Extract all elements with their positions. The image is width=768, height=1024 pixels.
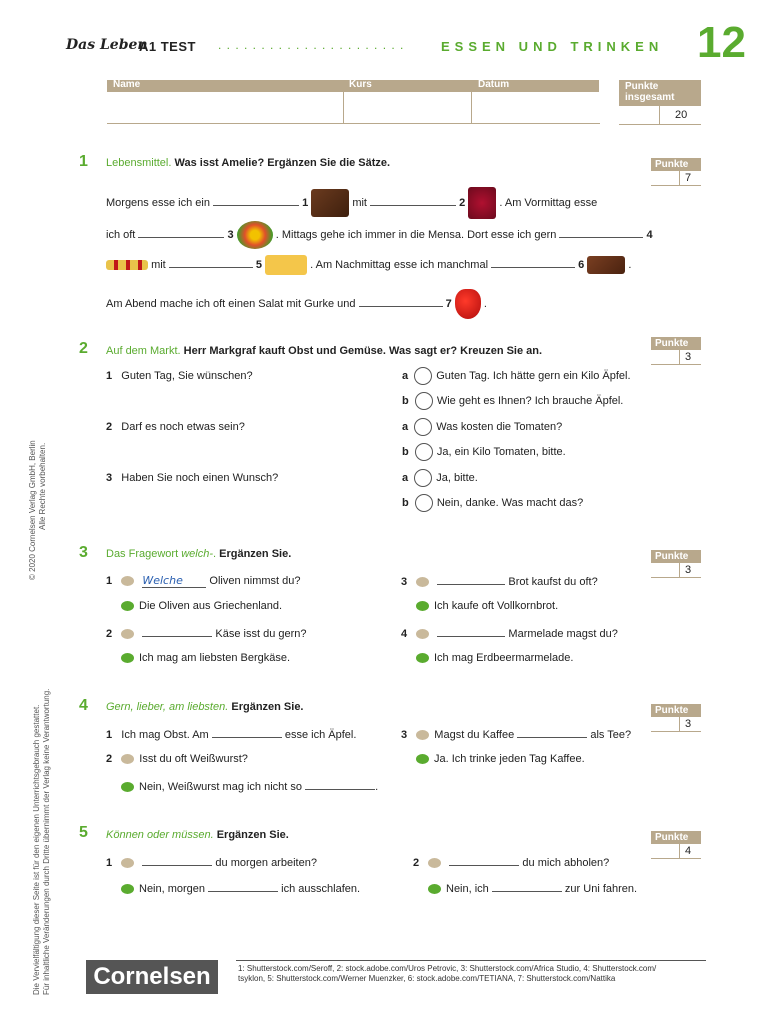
checkbox-q3b[interactable]	[415, 494, 433, 512]
blank-t5-1r[interactable]	[208, 881, 278, 892]
task2-number: 2	[79, 340, 88, 357]
speech-bubble-icon	[416, 730, 429, 740]
pasta-icon	[106, 260, 148, 270]
reply-bubble-icon	[416, 754, 429, 764]
checkbox-q1b[interactable]	[415, 392, 433, 410]
task5-number: 5	[79, 824, 88, 841]
task1-points: Punkte 7	[651, 158, 701, 186]
reply-bubble-icon	[121, 653, 134, 663]
unit-number: 12	[697, 18, 746, 67]
task1-line2: ich oft 3 . Mittags gehe ich immer in die Mensa. Dort esse ich gern 4	[106, 221, 653, 249]
speech-bubble-icon	[428, 858, 441, 868]
task2-q1-b[interactable]: b Wie geht es Ihnen? Ich brauche Äpfel.	[402, 392, 623, 410]
blank-t3-4[interactable]	[437, 626, 505, 637]
task2-q3: 3 Haben Sie noch einen Wunsch?	[106, 472, 279, 484]
datum-label: Datum	[478, 79, 510, 90]
task2-q2: 2 Darf es noch etwas sein?	[106, 421, 245, 433]
blank-6[interactable]	[491, 257, 575, 268]
task3-q4: 4 Marmelade magst du?	[401, 628, 618, 640]
reply-bubble-icon	[428, 884, 441, 894]
reply-bubble-icon	[416, 601, 429, 611]
task3-q3: 3 Brot kaufst du oft?	[401, 576, 598, 588]
task2-heading: Auf dem Markt. Herr Markgraf kauft Obst und Gemüse. Was sagt er? Kreuzen Sie an.	[106, 345, 543, 357]
jam-icon	[468, 187, 496, 219]
kurs-label: Kurs	[349, 79, 372, 90]
task5-i2r: Nein, ich zur Uni fahren.	[428, 881, 637, 895]
task2-q3-a[interactable]: a Ja, bitte.	[402, 469, 478, 487]
task2-q2-b[interactable]: b Ja, ein Kilo Tomaten, bitte.	[402, 443, 566, 461]
blank-t3-2[interactable]	[142, 626, 212, 637]
topic-title: ESSEN UND TRINKEN	[441, 39, 664, 54]
total-points-label: Punkte insgesamt	[619, 80, 701, 106]
bread-icon	[311, 189, 349, 217]
task2-q1: 1 Guten Tag, Sie wünschen?	[106, 370, 253, 382]
reply-bubble-icon	[121, 782, 134, 792]
footer-rule	[236, 960, 706, 961]
name-field[interactable]	[107, 92, 343, 124]
task1-line1: Morgens esse ich ein 1 mit 2 . Am Vormittag esse	[106, 187, 597, 219]
reply-bubble-icon	[121, 884, 134, 894]
task5-i1r: Nein, morgen ich ausschlafen.	[121, 881, 360, 895]
speech-bubble-icon	[416, 577, 429, 587]
copyright-note: © 2020 Cornelsen Verlag GmbH, Berlin	[28, 440, 37, 580]
speech-bubble-icon	[121, 754, 134, 764]
blank-7[interactable]	[359, 296, 443, 307]
checkbox-q1a[interactable]	[414, 367, 432, 385]
speech-bubble-icon	[121, 576, 134, 586]
datum-field[interactable]	[471, 80, 600, 124]
cornelsen-logo: Cornelsen	[86, 960, 218, 994]
task3-r3: Ich kaufe oft Vollkornbrot.	[416, 600, 558, 612]
task4-number: 4	[79, 697, 88, 714]
task3-r1: Die Oliven aus Griechenland.	[121, 600, 282, 612]
task1-heading: Lebensmittel. Was isst Amelie? Ergänzen Sie die Sätze.	[106, 157, 391, 169]
task4-heading: Gern, lieber, am liebsten. Ergänzen Sie.	[106, 701, 304, 713]
blank-t5-2[interactable]	[449, 855, 519, 866]
blank-t4-2[interactable]	[305, 779, 375, 790]
header-dots: . . . . . . . . . . . . . . . . . . . . . .	[218, 38, 405, 52]
task2-q2-a[interactable]: a Was kosten die Tomaten?	[402, 418, 562, 436]
blank-t3-3[interactable]	[437, 574, 505, 585]
blank-3[interactable]	[138, 227, 224, 238]
rights-note: Alle Rechte vorbehalten.	[38, 442, 47, 530]
task1-number: 1	[79, 153, 88, 170]
liability-note: Für inhaltliche Veränderungen durch Dritte übernimmt der Verlag keine Verantwortung.	[42, 688, 51, 995]
task4-points: Punkte 3	[651, 704, 701, 732]
cheese-icon	[265, 255, 307, 275]
example-answer: Welche	[142, 574, 206, 588]
task4-i2: 2 Isst du oft Weißwurst?	[106, 753, 248, 765]
task5-i1: 1 du morgen arbeiten?	[106, 857, 317, 869]
blank-4[interactable]	[559, 227, 643, 238]
task3-points: Punkte 3	[651, 550, 701, 578]
task1-line4: Am Abend mache ich oft einen Salat mit Gurke und 7 .	[106, 289, 487, 319]
task3-number: 3	[79, 544, 88, 561]
level-label: A1 TEST	[139, 39, 196, 54]
total-points-value: 20	[675, 109, 688, 121]
task1-line3: mit 5 . Am Nachmittag esse ich manchmal 6 .	[106, 255, 631, 275]
pepper-icon	[455, 289, 481, 319]
checkbox-q3a[interactable]	[414, 469, 432, 487]
task2-points: Punkte 3	[651, 337, 701, 365]
blank-t4-3[interactable]	[517, 727, 587, 738]
series-logo: Das Leben	[66, 37, 148, 53]
task2-q1-a[interactable]: a Guten Tag. Ich hätte gern ein Kilo Äpfel.	[402, 367, 631, 385]
reply-bubble-icon	[121, 601, 134, 611]
speech-bubble-icon	[121, 629, 134, 639]
name-label: Name	[113, 79, 141, 90]
checkbox-q2b[interactable]	[415, 443, 433, 461]
chocolate-icon	[587, 256, 625, 274]
total-points-box	[619, 80, 701, 125]
task3-q1: 1 Welche Oliven nimmst du?	[106, 574, 301, 587]
task3-r2: Ich mag am liebsten Bergkäse.	[121, 652, 290, 664]
task5-points: Punkte 4	[651, 831, 701, 859]
task3-q2: 2 Käse isst du gern?	[106, 628, 307, 640]
usage-note: Die Vervielfältigung dieser Seite ist für den eigenen Unterrichtsgebrauch gestattet.	[32, 704, 41, 995]
blank-5[interactable]	[169, 257, 253, 268]
task5-heading: Können oder müssen. Ergänzen Sie.	[106, 829, 289, 841]
task4-i3r: Ja. Ich trinke jeden Tag Kaffee.	[416, 753, 585, 765]
kurs-field[interactable]	[343, 80, 472, 124]
task4-i2r: Nein, Weißwurst mag ich nicht so .	[121, 779, 378, 793]
reply-bubble-icon	[416, 653, 429, 663]
checkbox-q2a[interactable]	[414, 418, 432, 436]
task4-i1: 1 Ich mag Obst. Am esse ich Äpfel.	[106, 729, 357, 741]
blank-t5-2r[interactable]	[492, 881, 562, 892]
blank-1[interactable]	[213, 195, 299, 206]
task5-i2: 2 du mich abholen?	[413, 857, 610, 869]
salad-icon	[237, 221, 273, 249]
task3-r4: Ich mag Erdbeermarmelade.	[416, 652, 573, 664]
blank-t4-1[interactable]	[212, 727, 282, 738]
task4-i3: 3 Magst du Kaffee als Tee?	[401, 729, 632, 741]
task2-q3-b[interactable]: b Nein, danke. Was macht das?	[402, 494, 583, 512]
blank-2[interactable]	[370, 195, 456, 206]
speech-bubble-icon	[121, 858, 134, 868]
speech-bubble-icon	[416, 629, 429, 639]
blank-t5-1[interactable]	[142, 855, 212, 866]
image-credits: 1: Shutterstock.com/Seroff, 2: stock.adobe.com/Uros Petrovic, 3: Shutterstock.com/Africa Studio, 4: Shutterstock.com/ tsyklon, 5: Shutterstock.com/Werner Muenzker, 6: stock.adobe.com/TETIANA, 7: Shutterstock.com/Nattika	[238, 964, 657, 983]
task3-heading: Das Fragewort welch-. Ergänzen Sie.	[106, 548, 292, 560]
